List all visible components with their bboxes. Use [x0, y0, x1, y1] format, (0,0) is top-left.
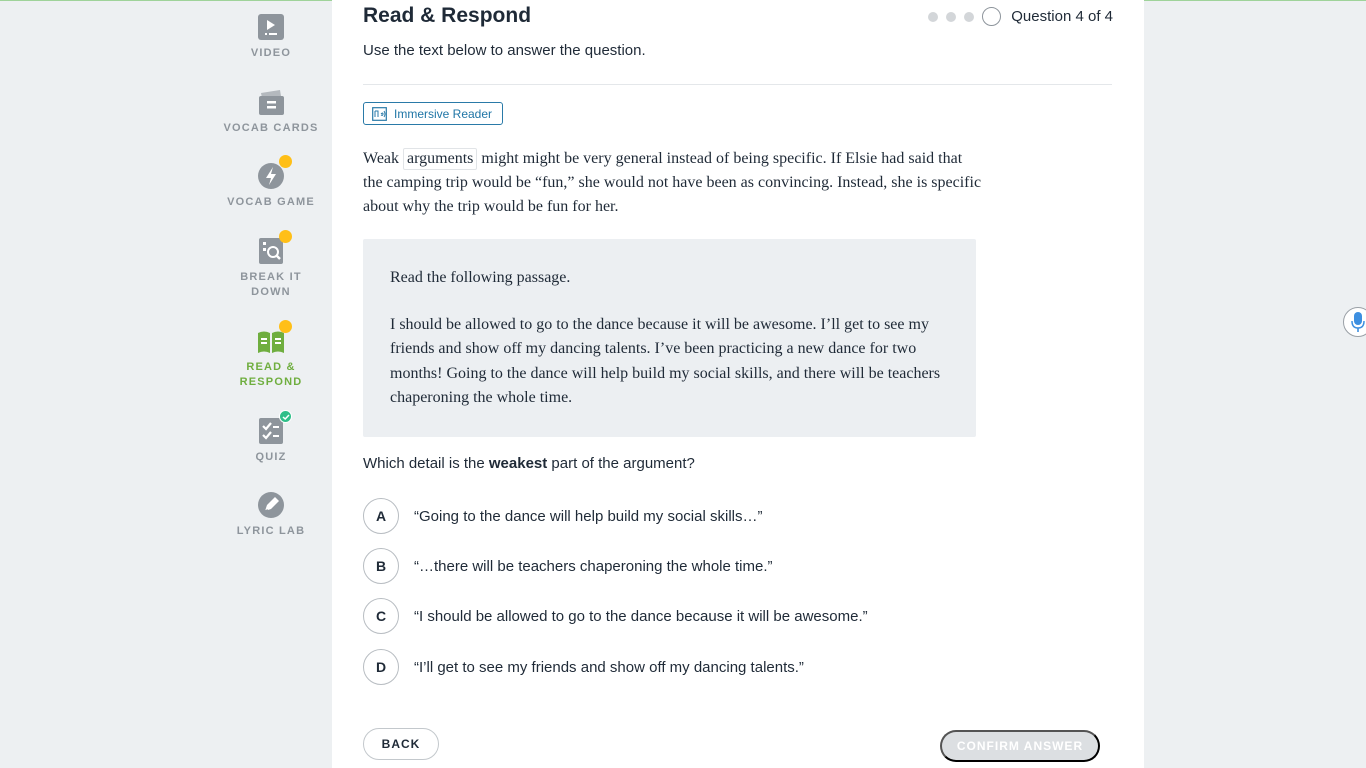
sidebar-item-label: READ & RESPOND [239, 361, 303, 388]
instructions: Use the text below to answer the question. [363, 42, 646, 59]
reading-passage [363, 239, 976, 437]
sidebar-item-break-it-down[interactable] [210, 236, 332, 300]
option-letter: C [363, 598, 399, 634]
sidebar-item-read-respond[interactable] [210, 326, 332, 390]
sidebar-item-label: VOCAB GAME [227, 196, 315, 208]
sidebar-item-label: BREAK IT DOWN [240, 271, 302, 298]
option-letter: A [363, 498, 399, 534]
question-card [332, 0, 1144, 768]
progress-dot-completed [964, 12, 974, 22]
immersive-reader-label: Immersive Reader [394, 106, 493, 121]
header-divider [363, 84, 1112, 85]
question-emphasis: weakest [488, 455, 548, 472]
immersive-reader-button[interactable] [363, 102, 503, 125]
sidebar-item-vocab-game[interactable] [210, 161, 332, 210]
magnifier-doc-icon [256, 236, 286, 266]
question-suffix: part of the argument? [547, 455, 695, 472]
passage-intro: Read the following passage. [390, 269, 571, 286]
option-text: “I’ll get to see my friends and show off my dancing talents.” [414, 658, 804, 676]
option-letter: D [363, 649, 399, 685]
lesson-paragraph [363, 147, 983, 219]
option-text: “I should be allowed to go to the dance because it will be awesome.” [414, 607, 868, 625]
option-text: “…there will be teachers chaperoning the whole time.” [414, 557, 773, 575]
vocab-word-link[interactable]: arguments [403, 148, 477, 170]
notification-dot [279, 155, 292, 168]
question-prompt [363, 455, 695, 472]
lightning-icon [256, 161, 286, 191]
paragraph-text-end: might might be very general instead of being specific. If Elsie had said that the camping trip would be “fun,” she would not have been as convincing. Instead, she is specific about why the trip would be fun for her. [363, 150, 982, 215]
open-book-icon [256, 326, 286, 356]
sidebar-item-label: LYRIC LAB [236, 525, 306, 537]
answer-option-d[interactable] [363, 649, 804, 685]
answer-option-b[interactable] [363, 548, 773, 584]
question-prefix: Which detail is the [363, 455, 489, 472]
checklist-icon [256, 416, 286, 446]
activity-sidebar [210, 0, 332, 768]
completed-check-icon [279, 410, 292, 423]
immersive-reader-icon [372, 107, 387, 121]
option-letter: B [363, 548, 399, 584]
sidebar-item-label: VIDEO [250, 47, 292, 59]
page-title: Read & Respond [363, 4, 532, 27]
sidebar-item-label: QUIZ [255, 451, 287, 463]
answer-option-a[interactable] [363, 498, 762, 534]
confirm-answer-button[interactable]: CONFIRM ANSWER [940, 730, 1100, 762]
back-button[interactable]: BACK [363, 728, 439, 760]
sidebar-item-video[interactable] [210, 12, 332, 61]
progress-dot-current [982, 7, 1001, 26]
vocab-cards-icon [256, 87, 286, 117]
notification-dot [279, 230, 292, 243]
pen-icon [256, 490, 286, 520]
progress-dot-completed [928, 12, 938, 22]
question-counter: Question 4 of 4 [1011, 8, 1113, 25]
sidebar-item-quiz[interactable] [210, 416, 332, 465]
answer-option-c[interactable] [363, 598, 868, 634]
passage-text: I should be allowed to go to the dance because it will be awesome. I’ll get to see my friends and show off my dancing talents. I’ve been practicing a new dance for two months! Going to the dance will help build my social skills, and there will be teachers chaperoning the whole time. [390, 315, 941, 406]
microphone-icon [1351, 312, 1365, 332]
microphone-button[interactable] [1343, 307, 1366, 337]
video-icon [256, 12, 286, 42]
paragraph-text-start: Weak [363, 150, 404, 167]
progress-dot-completed [946, 12, 956, 22]
notification-dot [279, 320, 292, 333]
sidebar-item-vocab-cards[interactable] [210, 87, 332, 136]
sidebar-item-label: VOCAB CARDS [223, 122, 319, 134]
sidebar-item-lyric-lab[interactable] [210, 490, 332, 539]
question-progress [928, 7, 1113, 26]
option-text: “Going to the dance will help build my social skills…” [414, 507, 763, 525]
